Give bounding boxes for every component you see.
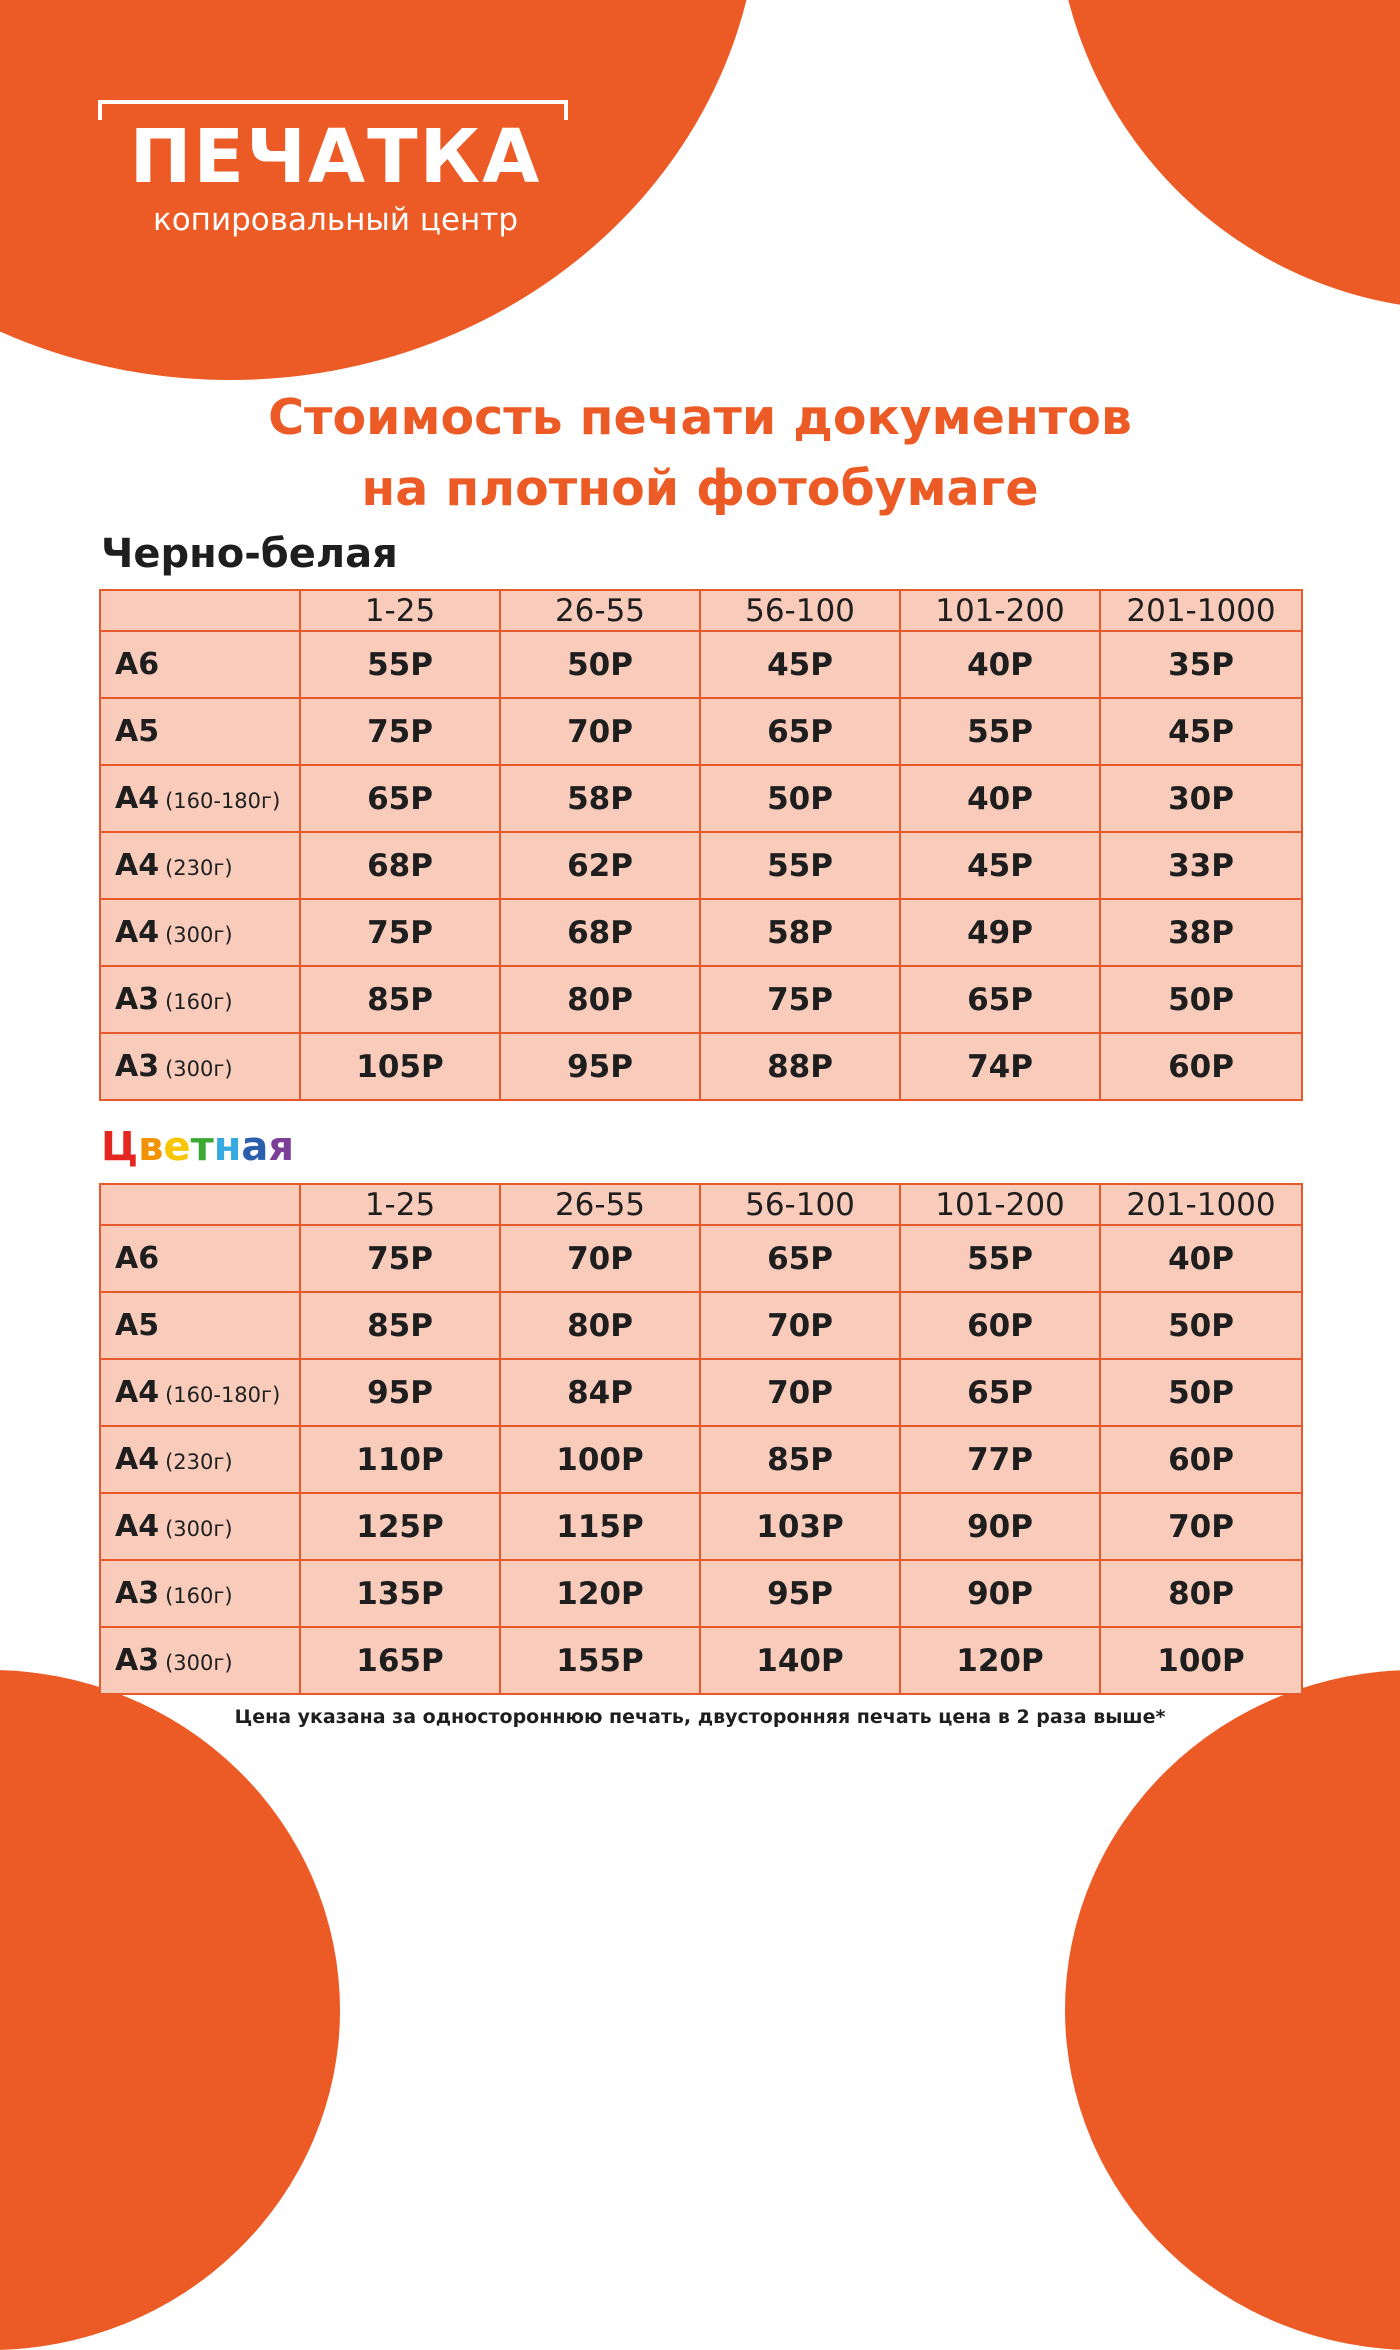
quantity-column-header: 101-200 xyxy=(900,1184,1100,1225)
price-cell: 84Р xyxy=(500,1359,700,1426)
price-cell: 95Р xyxy=(300,1359,500,1426)
price-cell: 80Р xyxy=(500,966,700,1033)
table-header-row xyxy=(100,1184,1302,1225)
paper-format: А3 xyxy=(115,1643,160,1678)
heading-letter: в xyxy=(138,1124,164,1170)
paper-format: А4 xyxy=(115,781,160,816)
bw-section-heading: Черно-белая xyxy=(101,531,398,577)
price-cell: 70Р xyxy=(700,1292,900,1359)
table-row xyxy=(100,832,1302,899)
price-cell: 70Р xyxy=(1100,1493,1302,1560)
price-cell: 60Р xyxy=(1100,1033,1302,1100)
price-cell: 95Р xyxy=(500,1033,700,1100)
price-cell: 80Р xyxy=(1100,1560,1302,1627)
price-cell: 75Р xyxy=(300,698,500,765)
price-footnote: Цена указана за одностороннюю печать, двусторонняя печать цена в 2 раза выше* xyxy=(234,1706,1166,1728)
price-cell: 65Р xyxy=(700,1225,900,1292)
paper-format-cell xyxy=(100,1627,300,1694)
price-cell: 65Р xyxy=(900,966,1100,1033)
price-cell: 85Р xyxy=(300,966,500,1033)
paper-weight: (160г) xyxy=(165,1584,233,1608)
price-cell: 74Р xyxy=(900,1033,1100,1100)
paper-format: А5 xyxy=(115,714,160,749)
price-cell: 49Р xyxy=(900,899,1100,966)
table-row xyxy=(100,1033,1302,1100)
paper-format: А6 xyxy=(115,647,160,682)
price-cell: 103Р xyxy=(700,1493,900,1560)
paper-format: А3 xyxy=(115,1576,160,1611)
decorative-circle-bottom-right xyxy=(1065,1670,1400,2350)
price-cell: 115Р xyxy=(500,1493,700,1560)
paper-format: А6 xyxy=(115,1241,160,1276)
price-cell: 55Р xyxy=(700,832,900,899)
bw-price-table xyxy=(99,589,1303,1101)
paper-format-cell xyxy=(100,1292,300,1359)
paper-format: А3 xyxy=(115,982,160,1017)
price-cell: 50Р xyxy=(1100,1359,1302,1426)
price-cell: 50Р xyxy=(500,631,700,698)
quantity-column-header: 201-1000 xyxy=(1100,590,1302,631)
price-cell: 95Р xyxy=(700,1560,900,1627)
color-price-table xyxy=(99,1183,1303,1695)
table-row xyxy=(100,1359,1302,1426)
color-section-heading xyxy=(101,1124,295,1170)
paper-weight: (300г) xyxy=(165,1057,233,1081)
price-cell: 77Р xyxy=(900,1426,1100,1493)
heading-letter: Ц xyxy=(101,1124,139,1170)
table-row xyxy=(100,1560,1302,1627)
paper-format-cell xyxy=(100,698,300,765)
table-row xyxy=(100,899,1302,966)
table-row xyxy=(100,698,1302,765)
quantity-column-header: 56-100 xyxy=(700,590,900,631)
paper-format-cell xyxy=(100,1493,300,1560)
decorative-circle-bottom-left xyxy=(0,1670,340,2350)
quantity-column-header: 56-100 xyxy=(700,1184,900,1225)
price-cell: 58Р xyxy=(500,765,700,832)
price-cell: 55Р xyxy=(900,698,1100,765)
page-title-line-2: на плотной фотобумаге xyxy=(361,460,1039,517)
paper-format-cell xyxy=(100,631,300,698)
quantity-column-header: 1-25 xyxy=(300,1184,500,1225)
decorative-circle-top-right xyxy=(1055,0,1400,310)
heading-letter: н xyxy=(213,1124,242,1170)
table-row xyxy=(100,1493,1302,1560)
price-cell: 65Р xyxy=(900,1359,1100,1426)
price-cell: 135Р xyxy=(300,1560,500,1627)
price-cell: 30Р xyxy=(1100,765,1302,832)
price-cell: 33Р xyxy=(1100,832,1302,899)
paper-format-cell xyxy=(100,765,300,832)
table-row xyxy=(100,1292,1302,1359)
price-cell: 100Р xyxy=(1100,1627,1302,1694)
price-cell: 70Р xyxy=(700,1359,900,1426)
paper-format: А4 xyxy=(115,1442,160,1477)
price-cell: 40Р xyxy=(900,765,1100,832)
table-row xyxy=(100,966,1302,1033)
paper-weight: (230г) xyxy=(165,1450,233,1474)
price-cell: 45Р xyxy=(900,832,1100,899)
price-cell: 68Р xyxy=(300,832,500,899)
paper-weight: (160-180г) xyxy=(165,789,281,813)
table-row xyxy=(100,631,1302,698)
paper-format-cell xyxy=(100,1426,300,1493)
price-cell: 62Р xyxy=(500,832,700,899)
quantity-column-header: 201-1000 xyxy=(1100,1184,1302,1225)
price-cell: 70Р xyxy=(500,1225,700,1292)
paper-format: А4 xyxy=(115,1509,160,1544)
paper-format-cell xyxy=(100,1560,300,1627)
price-cell: 75Р xyxy=(700,966,900,1033)
price-cell: 60Р xyxy=(1100,1426,1302,1493)
corner-cell xyxy=(100,590,300,631)
table-row xyxy=(100,1225,1302,1292)
paper-weight: (300г) xyxy=(165,923,233,947)
paper-format: А4 xyxy=(115,1375,160,1410)
table-header-row xyxy=(100,590,1302,631)
price-cell: 165Р xyxy=(300,1627,500,1694)
heading-letter: е xyxy=(163,1124,191,1170)
heading-letter: я xyxy=(268,1124,295,1170)
price-cell: 100Р xyxy=(500,1426,700,1493)
price-cell: 38Р xyxy=(1100,899,1302,966)
page-title-line-1: Стоимость печати документов xyxy=(268,389,1132,446)
price-cell: 85Р xyxy=(700,1426,900,1493)
paper-format: А4 xyxy=(115,915,160,950)
paper-weight: (160-180г) xyxy=(165,1383,281,1407)
corner-cell xyxy=(100,1184,300,1225)
quantity-column-header: 26-55 xyxy=(500,1184,700,1225)
paper-weight: (160г) xyxy=(165,990,233,1014)
price-cell: 88Р xyxy=(700,1033,900,1100)
quantity-column-header: 1-25 xyxy=(300,590,500,631)
quantity-column-header: 26-55 xyxy=(500,590,700,631)
price-cell: 60Р xyxy=(900,1292,1100,1359)
price-cell: 70Р xyxy=(500,698,700,765)
logo-name: ПЕЧАТКА xyxy=(98,120,573,194)
price-cell: 45Р xyxy=(700,631,900,698)
price-cell: 55Р xyxy=(900,1225,1100,1292)
price-cell: 50Р xyxy=(700,765,900,832)
page-title xyxy=(0,382,1400,524)
price-cell: 50Р xyxy=(1100,966,1302,1033)
price-cell: 120Р xyxy=(900,1627,1100,1694)
paper-format-cell xyxy=(100,1033,300,1100)
price-cell: 125Р xyxy=(300,1493,500,1560)
paper-format: А3 xyxy=(115,1049,160,1084)
paper-format-cell xyxy=(100,1359,300,1426)
price-cell: 155Р xyxy=(500,1627,700,1694)
brand-logo xyxy=(98,100,573,250)
price-cell: 85Р xyxy=(300,1292,500,1359)
heading-letter: а xyxy=(241,1124,269,1170)
price-cell: 140Р xyxy=(700,1627,900,1694)
price-cell: 35Р xyxy=(1100,631,1302,698)
price-cell: 90Р xyxy=(900,1493,1100,1560)
price-cell: 65Р xyxy=(300,765,500,832)
paper-format: А5 xyxy=(115,1308,160,1343)
price-cell: 75Р xyxy=(300,1225,500,1292)
table-row xyxy=(100,1426,1302,1493)
price-cell: 40Р xyxy=(900,631,1100,698)
logo-subtitle: копировальный центр xyxy=(152,202,519,238)
price-cell: 110Р xyxy=(300,1426,500,1493)
paper-format-cell xyxy=(100,832,300,899)
price-cell: 75Р xyxy=(300,899,500,966)
table-row xyxy=(100,1627,1302,1694)
price-cell: 68Р xyxy=(500,899,700,966)
paper-weight: (300г) xyxy=(165,1517,233,1541)
paper-format-cell xyxy=(100,1225,300,1292)
price-cell: 50Р xyxy=(1100,1292,1302,1359)
price-cell: 105Р xyxy=(300,1033,500,1100)
price-cell: 90Р xyxy=(900,1560,1100,1627)
price-cell: 120Р xyxy=(500,1560,700,1627)
quantity-column-header: 101-200 xyxy=(900,590,1100,631)
heading-letter: т xyxy=(190,1124,214,1170)
price-cell: 65Р xyxy=(700,698,900,765)
paper-format: А4 xyxy=(115,848,160,883)
price-cell: 80Р xyxy=(500,1292,700,1359)
price-cell: 40Р xyxy=(1100,1225,1302,1292)
paper-weight: (300г) xyxy=(165,1651,233,1675)
price-cell: 55Р xyxy=(300,631,500,698)
table-row xyxy=(100,765,1302,832)
price-cell: 58Р xyxy=(700,899,900,966)
price-cell: 45Р xyxy=(1100,698,1302,765)
paper-weight: (230г) xyxy=(165,856,233,880)
paper-format-cell xyxy=(100,899,300,966)
paper-format-cell xyxy=(100,966,300,1033)
